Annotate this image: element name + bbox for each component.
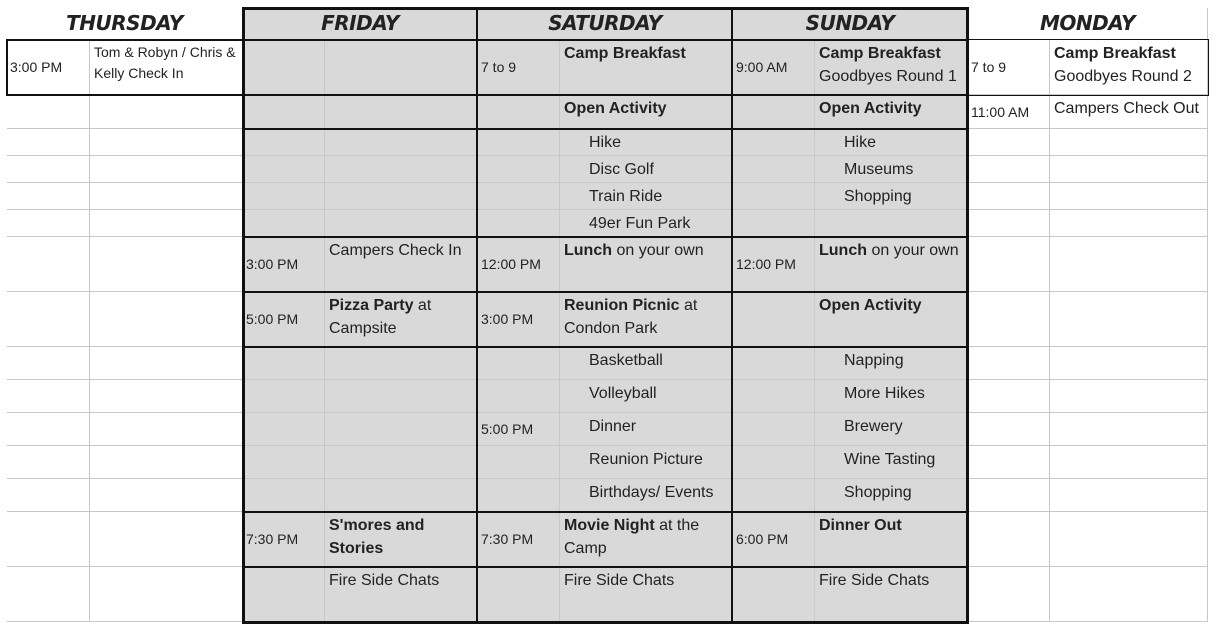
event-title: Open Activity <box>819 297 922 314</box>
event-cell-sat[interactable]: 49er Fun Park <box>560 210 733 237</box>
event-cell-sat[interactable]: Hike <box>560 129 733 156</box>
time-cell-sat[interactable] <box>478 183 560 210</box>
time-cell-fri[interactable] <box>243 567 325 622</box>
event-cell-thu[interactable] <box>90 347 243 380</box>
time-cell-sun[interactable] <box>733 95 815 129</box>
event-text: Campers Check In <box>329 242 462 259</box>
time-cell-mon[interactable]: 11:00 AM <box>968 95 1050 129</box>
time-cell-thu[interactable] <box>7 380 90 413</box>
time-cell-mon[interactable] <box>968 380 1050 413</box>
time-cell-thu[interactable] <box>7 413 90 446</box>
day-header-fri: FRIDAY <box>243 8 478 40</box>
event-cell-thu[interactable] <box>90 183 243 210</box>
time-cell-sun[interactable]: 12:00 PM <box>733 237 815 292</box>
time-cell-mon[interactable] <box>968 129 1050 156</box>
event-cell-sat[interactable]: Volleyball <box>560 380 733 413</box>
day-header-thu: THURSDAY <box>7 8 243 40</box>
event-text: Goodbyes Round 2 <box>1054 68 1192 85</box>
time-cell-mon[interactable] <box>968 237 1050 292</box>
time-cell-fri[interactable]: 7:30 PM <box>243 512 325 567</box>
time-cell-sat[interactable]: 3:00 PM <box>478 292 560 347</box>
time-cell-thu[interactable] <box>7 512 90 567</box>
event-cell-sat[interactable]: Reunion Picture <box>560 446 733 479</box>
event-title: Movie Night <box>564 517 655 534</box>
time-cell-fri[interactable] <box>243 380 325 413</box>
event-cell-mon[interactable] <box>1050 129 1208 156</box>
event-cell-sat[interactable] <box>560 512 733 567</box>
event-cell-thu[interactable] <box>90 512 243 567</box>
event-cell-thu[interactable]: Tom & Robyn / Chris & Kelly Check In <box>90 40 243 95</box>
event-title: Lunch <box>819 242 867 259</box>
event-text: at Campsite <box>329 297 432 337</box>
event-text: Fire Side Chats <box>819 572 930 589</box>
day-header-sat: SATURDAY <box>478 8 733 40</box>
event-cell-mon[interactable] <box>1050 512 1208 567</box>
event-cell-sat[interactable] <box>560 567 733 622</box>
time-cell-thu[interactable] <box>7 183 90 210</box>
time-cell-sat[interactable]: 7:30 PM <box>478 512 560 567</box>
day-header-mon: MONDAY <box>968 8 1208 40</box>
time-cell-mon[interactable] <box>968 479 1050 512</box>
event-text: Fire Side Chats <box>329 572 440 589</box>
time-cell-mon[interactable] <box>968 156 1050 183</box>
event-cell-sun[interactable] <box>815 567 968 622</box>
event-cell-thu[interactable] <box>90 95 243 129</box>
time-cell-thu[interactable] <box>7 347 90 380</box>
time-cell-fri[interactable] <box>243 210 325 237</box>
event-cell-mon[interactable] <box>1050 479 1208 512</box>
time-cell-sun[interactable] <box>733 292 815 347</box>
event-cell-fri[interactable] <box>325 210 478 237</box>
event-cell-fri[interactable] <box>325 292 478 347</box>
event-cell-mon[interactable] <box>1050 413 1208 446</box>
event-cell-sat[interactable] <box>560 95 733 129</box>
event-cell-mon[interactable] <box>1050 95 1208 129</box>
time-cell-thu[interactable] <box>7 156 90 183</box>
time-cell-sun[interactable] <box>733 479 815 512</box>
event-cell-fri[interactable] <box>325 413 478 446</box>
event-cell-sun[interactable]: Wine Tasting <box>815 446 968 479</box>
event-cell-sun[interactable]: Shopping <box>815 183 968 210</box>
time-cell-sun[interactable] <box>733 567 815 622</box>
event-cell-sun[interactable] <box>815 292 968 347</box>
event-cell-thu[interactable] <box>90 567 243 622</box>
time-cell-sun[interactable] <box>733 380 815 413</box>
event-title: Open Activity <box>819 100 922 117</box>
time-cell-sat[interactable]: 12:00 PM <box>478 237 560 292</box>
event-cell-sun[interactable] <box>815 512 968 567</box>
event-text: Fire Side Chats <box>564 572 675 589</box>
time-cell-fri[interactable] <box>243 95 325 129</box>
event-text: Goodbyes Round 1 <box>819 68 957 85</box>
time-cell-sat[interactable]: 7 to 9 <box>478 40 560 95</box>
time-cell-sun[interactable] <box>733 183 815 210</box>
event-title: Camp Breakfast <box>819 45 941 62</box>
event-cell-fri[interactable] <box>325 237 478 292</box>
event-cell-thu[interactable] <box>90 210 243 237</box>
time-cell-mon[interactable] <box>968 210 1050 237</box>
time-cell-sun[interactable] <box>733 446 815 479</box>
event-cell-sun[interactable]: Shopping <box>815 479 968 512</box>
time-cell-fri[interactable]: 3:00 PM <box>243 237 325 292</box>
time-cell-sun[interactable] <box>733 347 815 380</box>
time-cell-sat[interactable] <box>478 95 560 129</box>
event-text: Campers Check Out <box>1054 100 1199 117</box>
time-cell-sat[interactable] <box>478 479 560 512</box>
event-cell-fri[interactable] <box>325 380 478 413</box>
time-cell-sat[interactable] <box>478 347 560 380</box>
time-cell-mon[interactable] <box>968 183 1050 210</box>
time-cell-sat[interactable]: 5:00 PM <box>478 413 560 446</box>
time-cell-fri[interactable]: 5:00 PM <box>243 292 325 347</box>
event-cell-fri[interactable] <box>325 479 478 512</box>
time-cell-sun[interactable]: 6:00 PM <box>733 512 815 567</box>
event-cell-sun[interactable]: Hike <box>815 129 968 156</box>
time-cell-thu[interactable] <box>7 237 90 292</box>
event-cell-fri[interactable] <box>325 512 478 567</box>
time-cell-mon[interactable]: 7 to 9 <box>968 40 1050 95</box>
event-cell-fri[interactable] <box>325 347 478 380</box>
time-cell-sat[interactable] <box>478 567 560 622</box>
time-cell-mon[interactable] <box>968 292 1050 347</box>
event-cell-mon[interactable] <box>1050 380 1208 413</box>
time-cell-sun[interactable] <box>733 413 815 446</box>
event-cell-sat[interactable]: Disc Golf <box>560 156 733 183</box>
time-cell-thu[interactable] <box>7 479 90 512</box>
event-cell-sat[interactable] <box>560 40 733 95</box>
event-cell-mon[interactable] <box>1050 567 1208 622</box>
event-cell-fri[interactable] <box>325 95 478 129</box>
time-cell-sun[interactable] <box>733 210 815 237</box>
event-cell-fri[interactable] <box>325 183 478 210</box>
event-cell-mon[interactable] <box>1050 40 1208 95</box>
event-title: Camp Breakfast <box>1054 45 1176 62</box>
event-cell-sun[interactable] <box>815 237 968 292</box>
event-title: Lunch <box>564 242 612 259</box>
event-cell-thu[interactable] <box>90 446 243 479</box>
event-cell-sat[interactable]: Train Ride <box>560 183 733 210</box>
day-header-sun: SUNDAY <box>733 8 968 40</box>
time-cell-mon[interactable] <box>968 567 1050 622</box>
time-cell-thu[interactable]: 3:00 PM <box>7 40 90 95</box>
time-cell-mon[interactable] <box>968 446 1050 479</box>
event-text: at the Camp <box>564 517 700 557</box>
event-title: S'mores and Stories <box>329 517 425 557</box>
event-cell-sun[interactable]: Museums <box>815 156 968 183</box>
event-cell-sun[interactable]: Brewery <box>815 413 968 446</box>
event-cell-thu[interactable] <box>90 292 243 347</box>
event-cell-fri[interactable] <box>325 129 478 156</box>
event-cell-sat[interactable] <box>560 292 733 347</box>
event-title: Pizza Party <box>329 297 414 314</box>
time-cell-fri[interactable] <box>243 479 325 512</box>
event-cell-thu[interactable] <box>90 413 243 446</box>
event-cell-thu[interactable] <box>90 380 243 413</box>
event-cell-sun[interactable]: Napping <box>815 347 968 380</box>
time-cell-sat[interactable] <box>478 380 560 413</box>
time-cell-thu[interactable] <box>7 129 90 156</box>
event-cell-thu[interactable] <box>90 479 243 512</box>
time-cell-fri[interactable] <box>243 183 325 210</box>
time-cell-fri[interactable] <box>243 446 325 479</box>
event-title: Camp Breakfast <box>564 45 686 62</box>
event-cell-sat[interactable]: Basketball <box>560 347 733 380</box>
event-text: on your own <box>612 242 704 259</box>
event-cell-sat[interactable]: Dinner <box>560 413 733 446</box>
event-cell-fri[interactable] <box>325 40 478 95</box>
event-cell-mon[interactable] <box>1050 156 1208 183</box>
time-cell-mon[interactable] <box>968 413 1050 446</box>
event-cell-mon[interactable] <box>1050 292 1208 347</box>
time-cell-sat[interactable] <box>478 210 560 237</box>
time-cell-sat[interactable] <box>478 446 560 479</box>
time-cell-thu[interactable] <box>7 446 90 479</box>
time-cell-thu[interactable] <box>7 210 90 237</box>
event-text: at Condon Park <box>564 297 698 337</box>
event-cell-sun[interactable] <box>815 40 968 95</box>
time-cell-fri[interactable] <box>243 156 325 183</box>
event-cell-sat[interactable] <box>560 237 733 292</box>
time-cell-mon[interactable] <box>968 512 1050 567</box>
event-cell-fri[interactable] <box>325 156 478 183</box>
time-cell-fri[interactable] <box>243 129 325 156</box>
event-cell-mon[interactable] <box>1050 237 1208 292</box>
event-cell-sun[interactable] <box>815 95 968 129</box>
time-cell-sun[interactable] <box>733 129 815 156</box>
time-cell-sat[interactable] <box>478 156 560 183</box>
event-cell-mon[interactable] <box>1050 446 1208 479</box>
time-cell-sat[interactable] <box>478 129 560 156</box>
event-title: Reunion Picnic <box>564 297 680 314</box>
event-cell-sun[interactable]: More Hikes <box>815 380 968 413</box>
time-cell-fri[interactable] <box>243 413 325 446</box>
event-cell-mon[interactable] <box>1050 347 1208 380</box>
time-cell-thu[interactable] <box>7 567 90 622</box>
time-cell-fri[interactable] <box>243 347 325 380</box>
time-cell-thu[interactable] <box>7 95 90 129</box>
event-cell-fri[interactable] <box>325 446 478 479</box>
time-cell-sun[interactable]: 9:00 AM <box>733 40 815 95</box>
time-cell-thu[interactable] <box>7 292 90 347</box>
time-cell-fri[interactable] <box>243 40 325 95</box>
event-cell-sun[interactable] <box>815 210 968 237</box>
event-cell-mon[interactable] <box>1050 210 1208 237</box>
event-cell-thu[interactable] <box>90 156 243 183</box>
event-title: Dinner Out <box>819 517 902 534</box>
time-cell-sun[interactable] <box>733 156 815 183</box>
event-cell-sat[interactable]: Birthdays/ Events <box>560 479 733 512</box>
event-cell-fri[interactable] <box>325 567 478 622</box>
event-text: on your own <box>867 242 959 259</box>
event-cell-mon[interactable] <box>1050 183 1208 210</box>
event-cell-thu[interactable] <box>90 237 243 292</box>
event-title: Open Activity <box>564 100 667 117</box>
time-cell-mon[interactable] <box>968 347 1050 380</box>
event-cell-thu[interactable] <box>90 129 243 156</box>
